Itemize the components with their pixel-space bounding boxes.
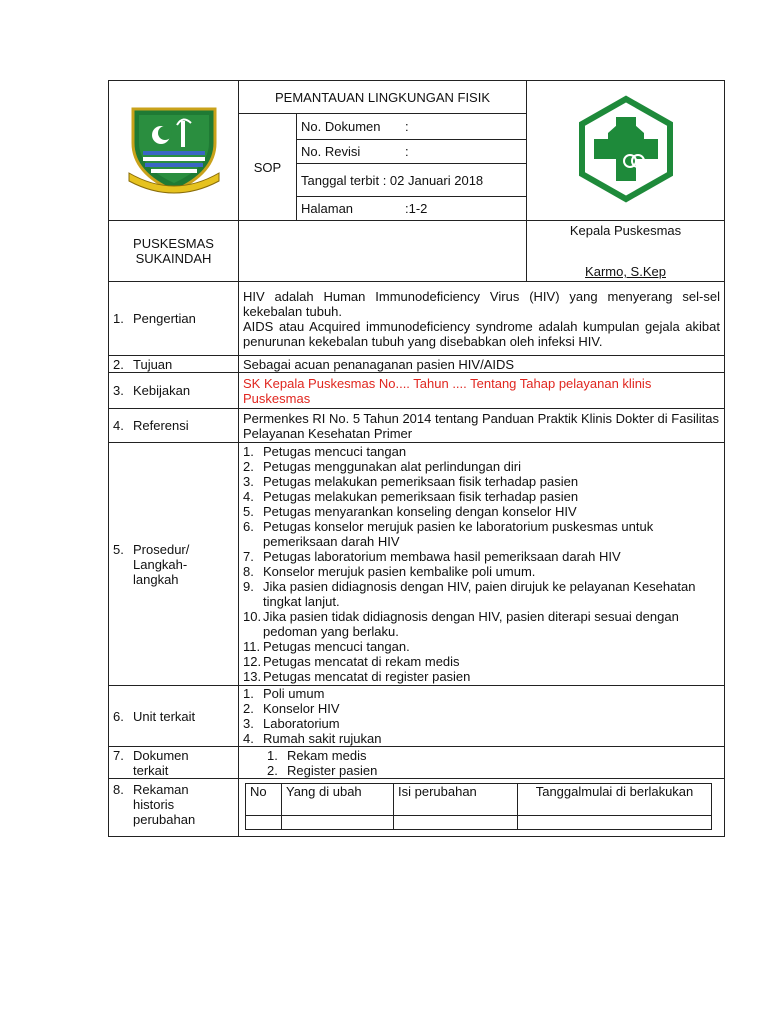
field-no-dokumen [297, 114, 527, 140]
list-item [243, 474, 720, 489]
row-label: Referensi [133, 418, 189, 433]
puskesmas-logo [572, 95, 680, 203]
field-label: Tanggal terbit [301, 172, 380, 188]
table-cell [394, 816, 518, 830]
head-title: Kepala Puskesmas [569, 223, 682, 238]
field-label: No. Revisi [301, 144, 361, 159]
item-text: Poli umum [263, 686, 325, 701]
row-label: Prosedur/ Langkah-langkah [133, 541, 190, 587]
item-text: Laboratorium [263, 716, 340, 731]
list-item [243, 731, 720, 746]
item-number: 1. [267, 747, 278, 763]
step-number: 5. [243, 504, 254, 519]
content-cell [239, 443, 725, 686]
step-text: Petugas laboratorium membawa hasil pemeriksaan darah HIV [263, 549, 621, 564]
row-prosedur [109, 443, 725, 686]
row-number: 1. [113, 311, 124, 326]
step-text: Jika pasien didiagnosis dengan HIV, paien dirujuk ke pelayanan Kesehatan tingkat lanjut. [263, 579, 696, 609]
field-value: :1-2 [405, 201, 428, 216]
field-tanggal-terbit [297, 164, 527, 197]
paragraph: HIV adalah Human Immunodeficiency Virus (HIV) yang menyerang sel-sel kekebalan tubuh. [243, 288, 720, 319]
row-kebijakan [109, 373, 725, 409]
procedure-steps [243, 444, 720, 684]
row-number: 7. [113, 747, 124, 763]
column-header: Isi perubahan [394, 784, 518, 816]
list-item [243, 459, 720, 474]
row-number: 4. [113, 418, 124, 433]
step-text: Petugas konselor merujuk pasien ke laboratorium puskesmas untuk pemeriksaan darah HIV [263, 519, 654, 549]
step-number: 1. [243, 444, 254, 459]
row-referensi [109, 409, 725, 443]
row-label: Kebijakan [133, 383, 191, 398]
step-number: 12. [243, 654, 262, 669]
row-rekaman-historis [109, 779, 725, 837]
item-number: 2. [243, 701, 254, 716]
field-value: : [405, 144, 409, 159]
document-title: PEMANTAUAN LINGKUNGAN FISIK [239, 81, 527, 114]
row-label: Tujuan [133, 356, 173, 372]
row-label: Pengertian [133, 311, 196, 326]
step-number: 4. [243, 489, 254, 504]
row-pengertian [109, 282, 725, 356]
row-label: Unit terkait [133, 708, 196, 724]
step-text: Petugas melakukan pemeriksaan fisik terhadap pasien [263, 489, 579, 504]
row-tujuan [109, 356, 725, 373]
content-cell: Permenkes RI No. 5 Tahun 2014 tentang Panduan Praktik Klinis Dokter di Fasilitas Pelayanan Kesehatan Primer [239, 409, 725, 443]
table-header-row [246, 784, 712, 816]
empty-cell [239, 221, 527, 282]
field-halaman [297, 197, 527, 221]
table-cell [282, 816, 394, 830]
row-label: Dokumen terkait [133, 747, 189, 778]
item-number: 3. [243, 716, 254, 731]
step-text: Konselor merujuk pasien kembalike poli umum. [263, 564, 536, 579]
puskesmas-logo-cell [527, 81, 725, 221]
step-text: Petugas melakukan pemeriksaan fisik terhadap pasien [263, 474, 579, 489]
content-cell [239, 686, 725, 747]
content-cell: Sebagai acuan penanaganan pasien HIV/AIDS [239, 356, 725, 373]
item-text: Konselor HIV [263, 701, 340, 716]
row-number: 5. [113, 541, 124, 557]
row-number: 8. [113, 782, 124, 797]
step-number: 3. [243, 474, 254, 489]
list-item [267, 763, 720, 778]
row-number: 6. [113, 708, 124, 724]
step-number: 13. [243, 669, 262, 684]
row-label: Rekaman historis perubahan [133, 782, 196, 827]
document-list [243, 748, 720, 778]
row-unit-terkait [109, 686, 725, 747]
row-dokumen-terkait [109, 747, 725, 779]
list-item [243, 609, 720, 639]
content-cell [239, 779, 725, 837]
sop-document [108, 80, 724, 837]
item-number: 2. [267, 762, 278, 778]
field-no-revisi [297, 140, 527, 164]
list-item [243, 504, 720, 519]
list-item [243, 579, 720, 609]
content-cell: SK Kepala Puskesmas No.... Tahun .... Tentang Tahap pelayanan klinis Puskesmas [239, 373, 725, 409]
list-item [243, 549, 720, 564]
label-cell [109, 747, 239, 779]
revision-history-table [245, 783, 712, 830]
item-number: 1. [243, 686, 254, 701]
item-text: Rekam medis [287, 747, 367, 763]
sop-label: SOP [239, 114, 297, 221]
step-number: 8. [243, 564, 254, 579]
field-value: : [405, 119, 409, 134]
list-item [243, 669, 720, 684]
row-number: 2. [113, 356, 124, 372]
field-label: No. Dokumen [301, 119, 381, 134]
table-cell [246, 816, 282, 830]
content-table [108, 281, 725, 837]
step-number: 2. [243, 459, 254, 474]
org-name: PUSKESMAS SUKAINDAH [109, 221, 239, 282]
item-number: 4. [243, 731, 254, 746]
list-item [243, 639, 720, 654]
row-number: 3. [113, 383, 124, 398]
list-item [243, 519, 720, 549]
unit-list [243, 686, 720, 746]
paragraph: AIDS atau Acquired immunodeficiency syndrome adalah kumpulan gejala akibat penurunan kekebalan tubuh yang disebabkan oleh infeksi HIV. [243, 318, 720, 349]
step-text: Petugas mencuci tangan. [263, 639, 410, 654]
item-text: Register pasien [287, 762, 378, 778]
step-text: Petugas mencatat di rekam medis [263, 654, 460, 669]
list-item [243, 489, 720, 504]
head-signature-cell [527, 221, 725, 282]
label-cell [109, 409, 239, 443]
regional-emblem-cell [109, 81, 239, 221]
field-value: : 02 Januari 2018 [382, 172, 484, 188]
step-number: 9. [243, 579, 254, 594]
label-cell [109, 282, 239, 356]
list-item [243, 564, 720, 579]
step-number: 7. [243, 549, 254, 564]
content-cell [239, 747, 725, 779]
label-cell [109, 373, 239, 409]
table-cell [518, 816, 712, 830]
step-text: Jika pasien tidak didiagnosis dengan HIV, pasien diterapi sesuai dengan pedoman yang berlaku. [263, 609, 679, 639]
field-label: Halaman [301, 201, 354, 216]
list-item [243, 701, 720, 716]
list-item [243, 444, 720, 459]
list-item [243, 716, 720, 731]
column-header: Yang di ubah [282, 784, 394, 816]
list-item [267, 748, 720, 763]
list-item [243, 686, 720, 701]
column-header: Tanggalmulai di berlakukan [518, 784, 712, 816]
head-name: Karmo, S.Kep [585, 264, 666, 279]
label-cell [109, 779, 239, 837]
step-number: 11. [243, 639, 261, 654]
table-row [246, 816, 712, 830]
step-number: 10. [243, 609, 262, 624]
label-cell [109, 686, 239, 747]
step-text: Petugas mencuci tangan [263, 444, 407, 459]
step-number: 6. [243, 519, 254, 534]
step-text: Petugas mencatat di register pasien [263, 669, 471, 684]
step-text: Petugas menggunakan alat perlindungan diri [263, 459, 522, 474]
list-item [243, 654, 720, 669]
item-text: Rumah sakit rujukan [263, 731, 382, 746]
regency-emblem-logo [125, 103, 223, 195]
label-cell [109, 443, 239, 686]
step-text: Petugas menyarankan konseling dengan konselor HIV [263, 504, 577, 519]
label-cell [109, 356, 239, 373]
content-cell [239, 282, 725, 356]
header-table [108, 80, 725, 282]
column-header: No [246, 784, 282, 816]
